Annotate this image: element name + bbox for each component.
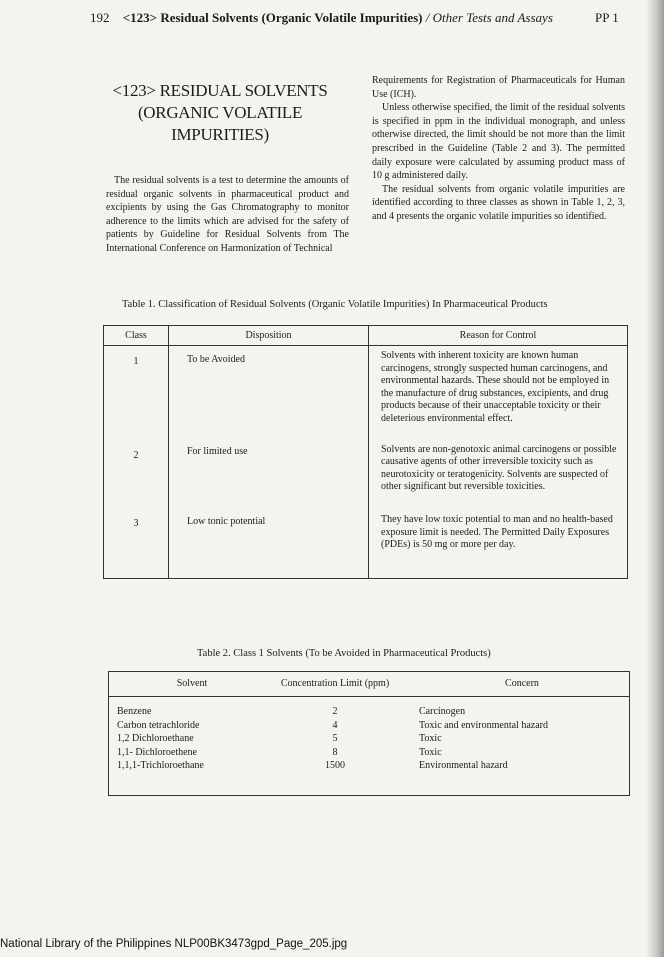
- left-paragraph: The residual solvents is a test to determine the amounts of residual organic solvents in pharmaceutical product and excipients by using the Gas Chromatography to monitor adherence to the limits which are advised for the safety of patients by Guideline for Residual Solvents from The International Conference on Harmonization of Technical: [106, 175, 349, 254]
- section-label: / Other Tests and Assays: [425, 10, 553, 25]
- table2: [108, 671, 630, 796]
- table2-cell-limit: 2: [332, 706, 338, 717]
- table1-caption: Table 1. Classification of Residual Solvents (Organic Volatile Impurities) In Pharmaceutical Products: [122, 299, 548, 310]
- table1-cell-disposition: To be Avoided: [169, 346, 369, 440]
- table2-cell-concern: Environmental hazard: [419, 760, 508, 771]
- right-paragraph-1: Requirements for Registration of Pharmaceuticals for Human Use (ICH).: [372, 75, 625, 100]
- page-edge-shadow: [646, 0, 664, 957]
- table1-cell-disposition: For limited use: [169, 440, 369, 510]
- table2-header-solvent: Solvent: [109, 672, 272, 697]
- page-number: 192: [90, 10, 110, 25]
- title-line-2: (ORGANIC VOLATILE: [137, 103, 303, 122]
- table2-cell-concern: Toxic: [419, 746, 442, 758]
- right-column: [372, 74, 625, 224]
- table2-caption: Table 2. Class 1 Solvents (To be Avoided in Pharmaceutical Products): [197, 648, 491, 659]
- title-line-3: IMPURITIES): [171, 125, 269, 144]
- table2-cell-solvent: 1,1- Dichloroethene: [117, 746, 197, 758]
- table2-header-concern: Concern: [399, 672, 630, 697]
- table1-cell-disposition: Low tonic potential: [169, 510, 369, 579]
- table-row: [104, 346, 628, 440]
- table1: [103, 325, 628, 579]
- table2-cell-solvent: 1,2 Dichloroethane: [117, 733, 194, 744]
- page-pp: PP 1: [595, 10, 619, 25]
- table1-cell-class: 2: [133, 449, 139, 461]
- table-row: [109, 719, 630, 733]
- table-row: [104, 440, 628, 510]
- title-line-1: <123> RESIDUAL SOLVENTS: [112, 81, 328, 100]
- table-row: [104, 510, 628, 579]
- table1-cell-reason: They have low toxic potential to man and no health-based exposure limit is needed. The Permitted Daily Exposures (PDEs) is 50 mg or more per day.: [381, 513, 613, 551]
- table1-cell-class: 1: [133, 356, 139, 367]
- page-title: [95, 80, 345, 146]
- table2-cell-concern: Toxic and environmental hazard: [419, 719, 548, 731]
- table1-header-class: Class: [104, 326, 169, 346]
- table1-cell-class: 3: [133, 517, 139, 529]
- table2-cell-solvent: Carbon tetrachloride: [117, 719, 200, 731]
- chapter-title: <123> Residual Solvents (Organic Volatile Impurities): [122, 10, 423, 25]
- scan-footer: National Library of the Philippines NLP00BK3473gpd_Page_205.jpg: [0, 938, 348, 950]
- table1-header-reason: Reason for Control: [369, 326, 628, 346]
- table-row: [109, 746, 630, 760]
- table2-cell-limit: 4: [332, 719, 338, 731]
- table2-cell-limit: 8: [332, 746, 338, 758]
- table2-cell-concern: Toxic: [419, 733, 442, 744]
- right-paragraph-2: Unless otherwise specified, the limit of the residual solvents is specified in ppm in the individual monograph, and unless otherwise directed, the limit should be not more than the limit prescribed in the Guideline (Table 2 and 3). The permitted daily exposure were calculated by assuming product mass of 10 g administered daily.: [372, 102, 625, 182]
- right-paragraph-3: The residual solvents from organic volatile impurities are identified according to three classes as shown in Table 1, 2, 3, and 4 presents the organic volatile impurities so identified.: [372, 183, 625, 222]
- running-header: [90, 10, 630, 26]
- table-row: [109, 697, 630, 719]
- table2-header-limit: Concentration Limit (ppm): [271, 672, 399, 697]
- table2-cell-concern: Carcinogen: [419, 706, 466, 717]
- table-row: [109, 759, 630, 795]
- table2-cell-solvent: Benzene: [117, 706, 152, 717]
- table2-cell-solvent: 1,1,1-Trichloroethane: [117, 760, 204, 771]
- table2-cell-limit: 5: [332, 733, 338, 744]
- table2-cell-limit: 1500: [325, 760, 345, 771]
- table1-header-disposition: Disposition: [169, 326, 369, 346]
- table1-cell-reason: Solvents are non-genotoxic animal carcinogens or possible causative agents of other irreversible toxicity such as neurotoxicity or teratogenicity. Solvents are suspected of other significant but reversible toxicities.: [381, 443, 617, 493]
- table1-cell-reason: Solvents with inherent toxicity are known human carcinogens, strongly suspected human carcinogens, and environmental hazards. These should not be employed in the manufacture of drug substances, excipients, and drug products because of their unacceptable toxicity or their deleterious environmental effect.: [381, 350, 610, 424]
- table-row: [109, 732, 630, 746]
